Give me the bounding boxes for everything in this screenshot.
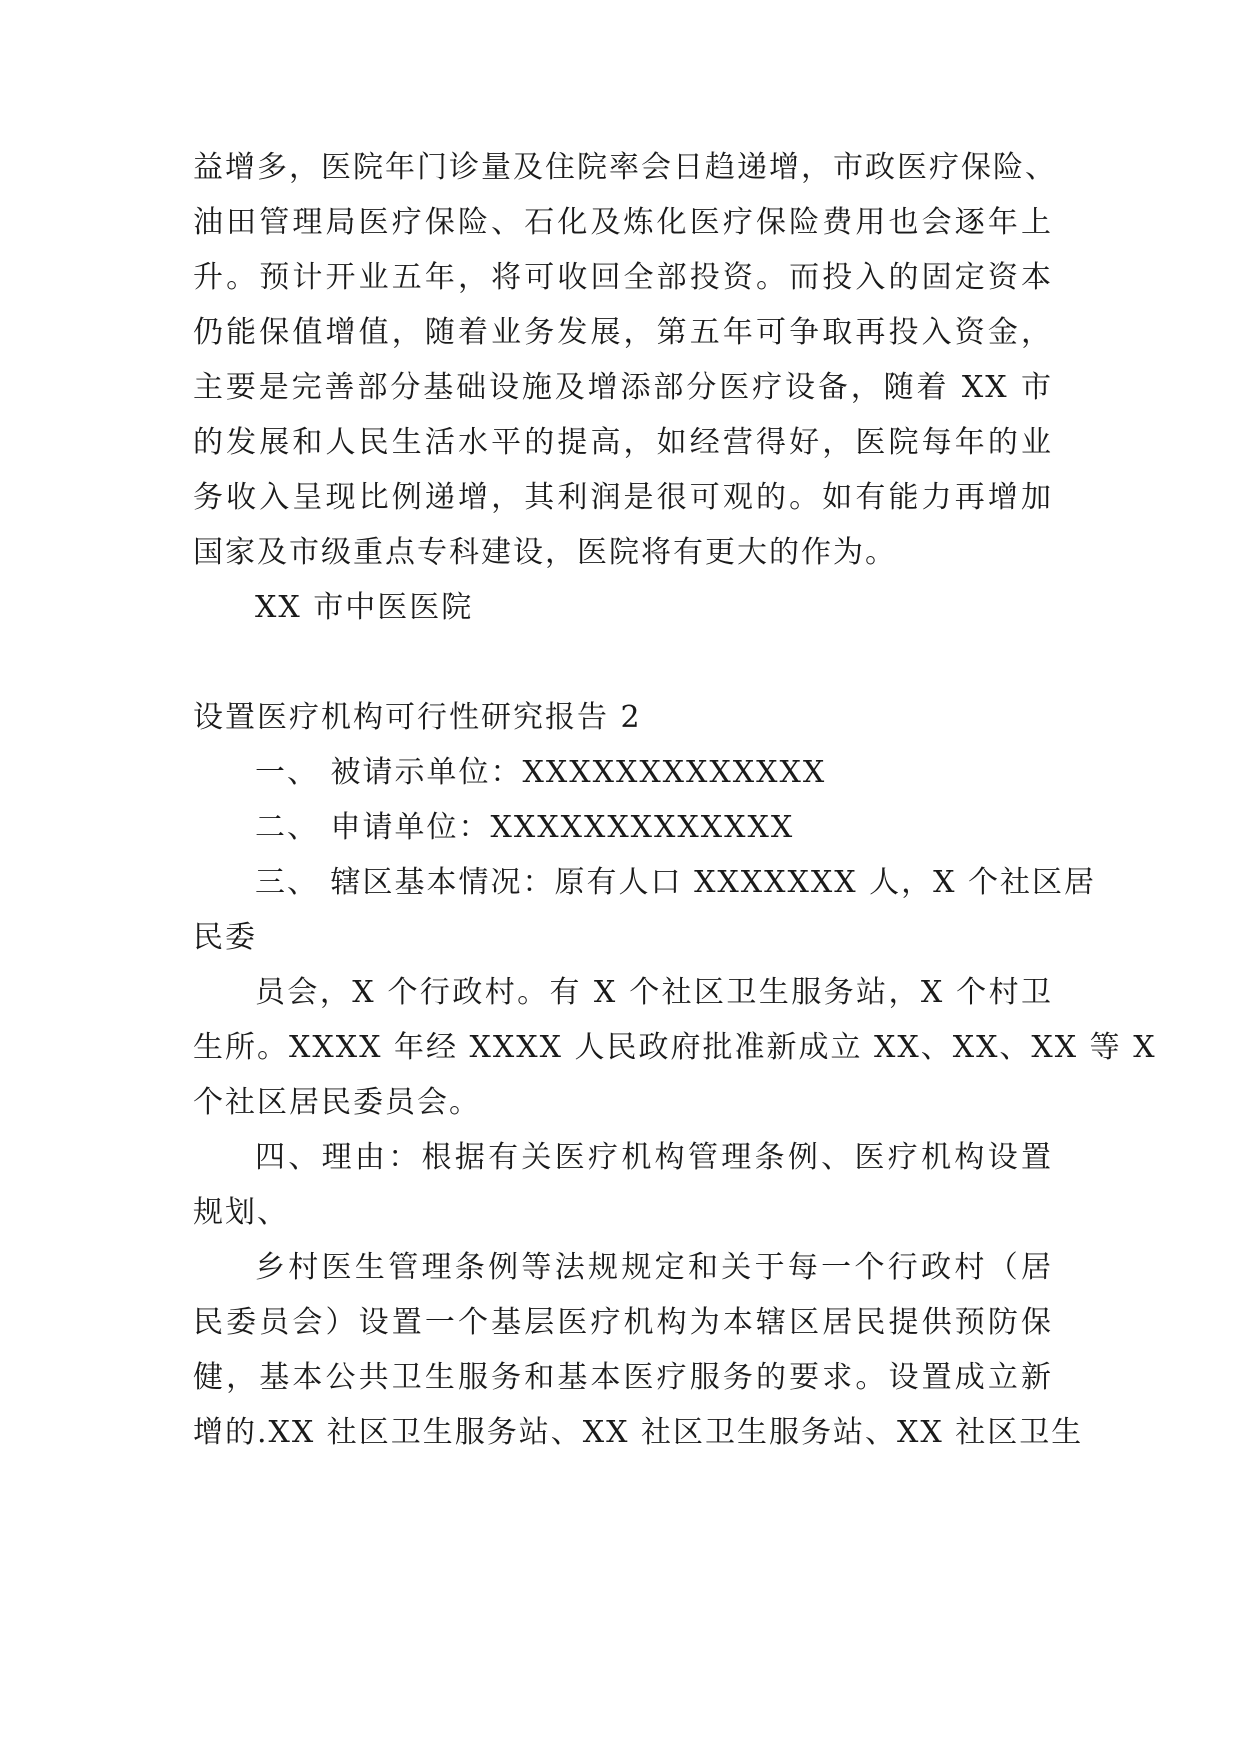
list-item-3-line: 三、 辖区基本情况：原有人口 XXXXXXX 人，X 个社区居: [255, 865, 1097, 900]
paragraph-line: 国家及市级重点专科建设，医院将有更大的作为。: [193, 535, 897, 570]
paragraph-line: 升。预计开业五年，将可收回全部投资。而投入的固定资本: [193, 260, 1053, 295]
paragraph-line: 主要是完善部分基础设施及增添部分医疗设备，随着 XX 市: [193, 370, 1053, 405]
paragraph-line: 员会，X 个行政村。有 X 个社区卫生服务站，X 个村卫: [255, 975, 1053, 1010]
paragraph-line: 健，基本公共卫生服务和基本医疗服务的要求。设置成立新: [193, 1360, 1053, 1395]
list-item-4-line: 四、理由：根据有关医疗机构管理条例、医疗机构设置: [255, 1140, 1053, 1175]
list-item-1: 一、 被请示单位：XXXXXXXXXXXXX: [255, 755, 827, 790]
paragraph-line: 益增多，医院年门诊量及住院率会日趋递增，市政医疗保险、: [193, 150, 1057, 185]
paragraph-line: 的发展和人民生活水平的提高，如经营得好，医院每年的业: [193, 425, 1053, 460]
paragraph-line: 个社区居民委员会。: [193, 1085, 481, 1120]
paragraph-line: 增的.XX 社区卫生服务站、XX 社区卫生服务站、XX 社区卫生: [193, 1415, 1084, 1450]
paragraph-line: 油田管理局医疗保险、石化及炼化医疗保险费用也会逐年上: [193, 205, 1053, 240]
list-item-3-line: 民委: [193, 920, 257, 955]
paragraph-line: 生所。XXXX 年经 XXXX 人民政府批准新成立 XX、XX、XX 等 X: [193, 1030, 1157, 1065]
paragraph-line: 仍能保值增值，随着业务发展，第五年可争取再投入资金，: [193, 315, 1053, 350]
paragraph-line: 民委员会）设置一个基层医疗机构为本辖区居民提供预防保: [193, 1305, 1053, 1340]
signature: XX 市中医医院: [255, 590, 474, 625]
list-item-4-line: 规划、: [193, 1195, 289, 1230]
list-item-2: 二、 申请单位：XXXXXXXXXXXXX: [255, 810, 795, 845]
paragraph-line: 务收入呈现比例递增，其利润是很可观的。如有能力再增加: [193, 480, 1053, 515]
paragraph-line: 乡村医生管理条例等法规规定和关于每一个行政村（居: [255, 1250, 1053, 1285]
report-title: 设置医疗机构可行性研究报告 2: [193, 700, 642, 735]
